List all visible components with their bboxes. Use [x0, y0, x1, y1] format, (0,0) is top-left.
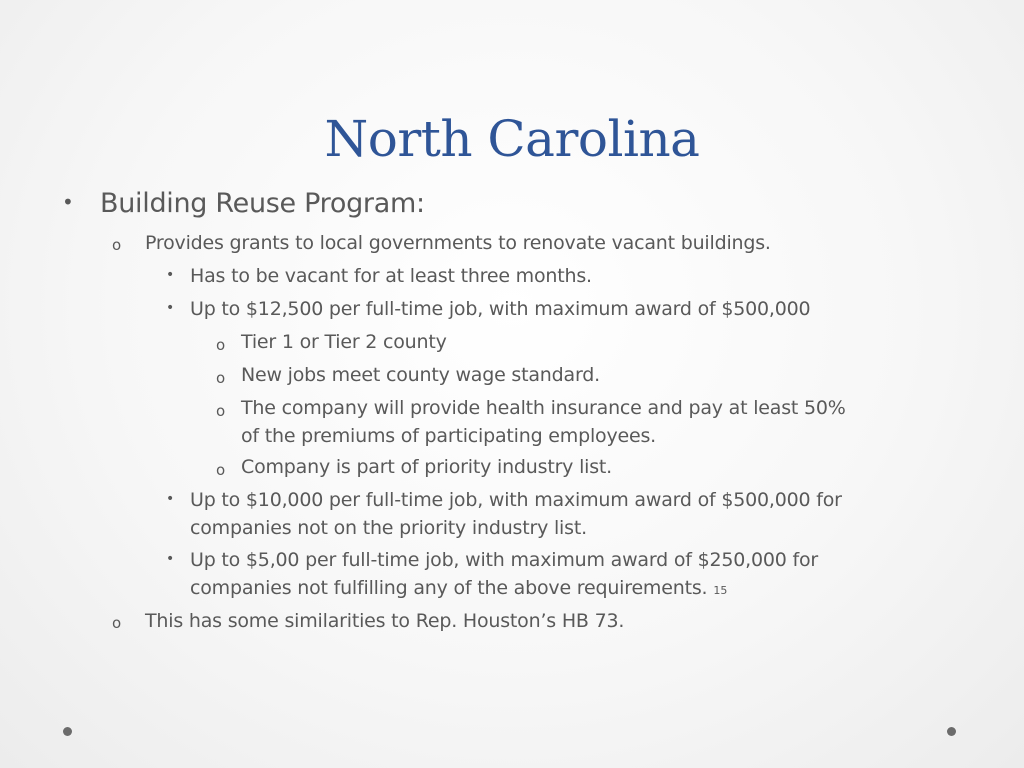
bullet-priority-industry: Company is part of priority industry list. — [241, 456, 613, 478]
circle-marker: o — [216, 336, 226, 354]
bullet-vacant-three-months: Has to be vacant for at least three months. — [190, 265, 592, 287]
corner-dot-right — [947, 727, 956, 736]
bullet-county-wage-standard: New jobs meet county wage standard. — [241, 364, 600, 386]
circle-marker: o — [216, 461, 226, 479]
bullet-10000-per-job-line2: companies not on the priority industry list. — [190, 517, 587, 539]
circle-marker: o — [112, 236, 122, 254]
bullet-building-reuse-program: Building Reuse Program: — [100, 188, 425, 219]
circle-marker: o — [112, 614, 122, 632]
bullet-marker: • — [62, 190, 74, 214]
bullet-10000-per-job-line1: Up to $10,000 per full-time job, with maximum award of $500,000 for — [190, 489, 842, 511]
circle-marker: o — [216, 369, 226, 387]
circle-marker: o — [216, 402, 226, 420]
corner-dot-left — [63, 727, 72, 736]
bullet-provides-grants: Provides grants to local governments to renovate vacant buildings. — [145, 232, 771, 254]
bullet-similarities-hb73: This has some similarities to Rep. Houston’s HB 73. — [145, 610, 625, 632]
bullet-5000-per-job-line1: Up to $5,00 per full-time job, with maximum award of $250,000 for — [190, 549, 819, 571]
bullet-tier-county: Tier 1 or Tier 2 county — [241, 331, 447, 353]
bullet-health-insurance-line1: The company will provide health insurance and pay at least 50% — [241, 397, 846, 419]
footnote-reference: 15 — [713, 584, 728, 597]
bullet-marker: • — [166, 300, 175, 316]
bullet-5000-per-job-line2 — [190, 577, 727, 599]
bullet-marker: • — [166, 551, 175, 567]
bullet-5000-per-job-line2-text: companies not fulfilling any of the above requirements. — [190, 577, 708, 599]
bullet-marker: • — [166, 267, 175, 283]
bullet-marker: • — [166, 491, 175, 507]
bullet-health-insurance-line2: of the premiums of participating employees. — [241, 425, 657, 447]
bullet-12500-per-job: Up to $12,500 per full-time job, with maximum award of $500,000 — [190, 298, 811, 320]
slide-title: North Carolina — [324, 110, 700, 168]
